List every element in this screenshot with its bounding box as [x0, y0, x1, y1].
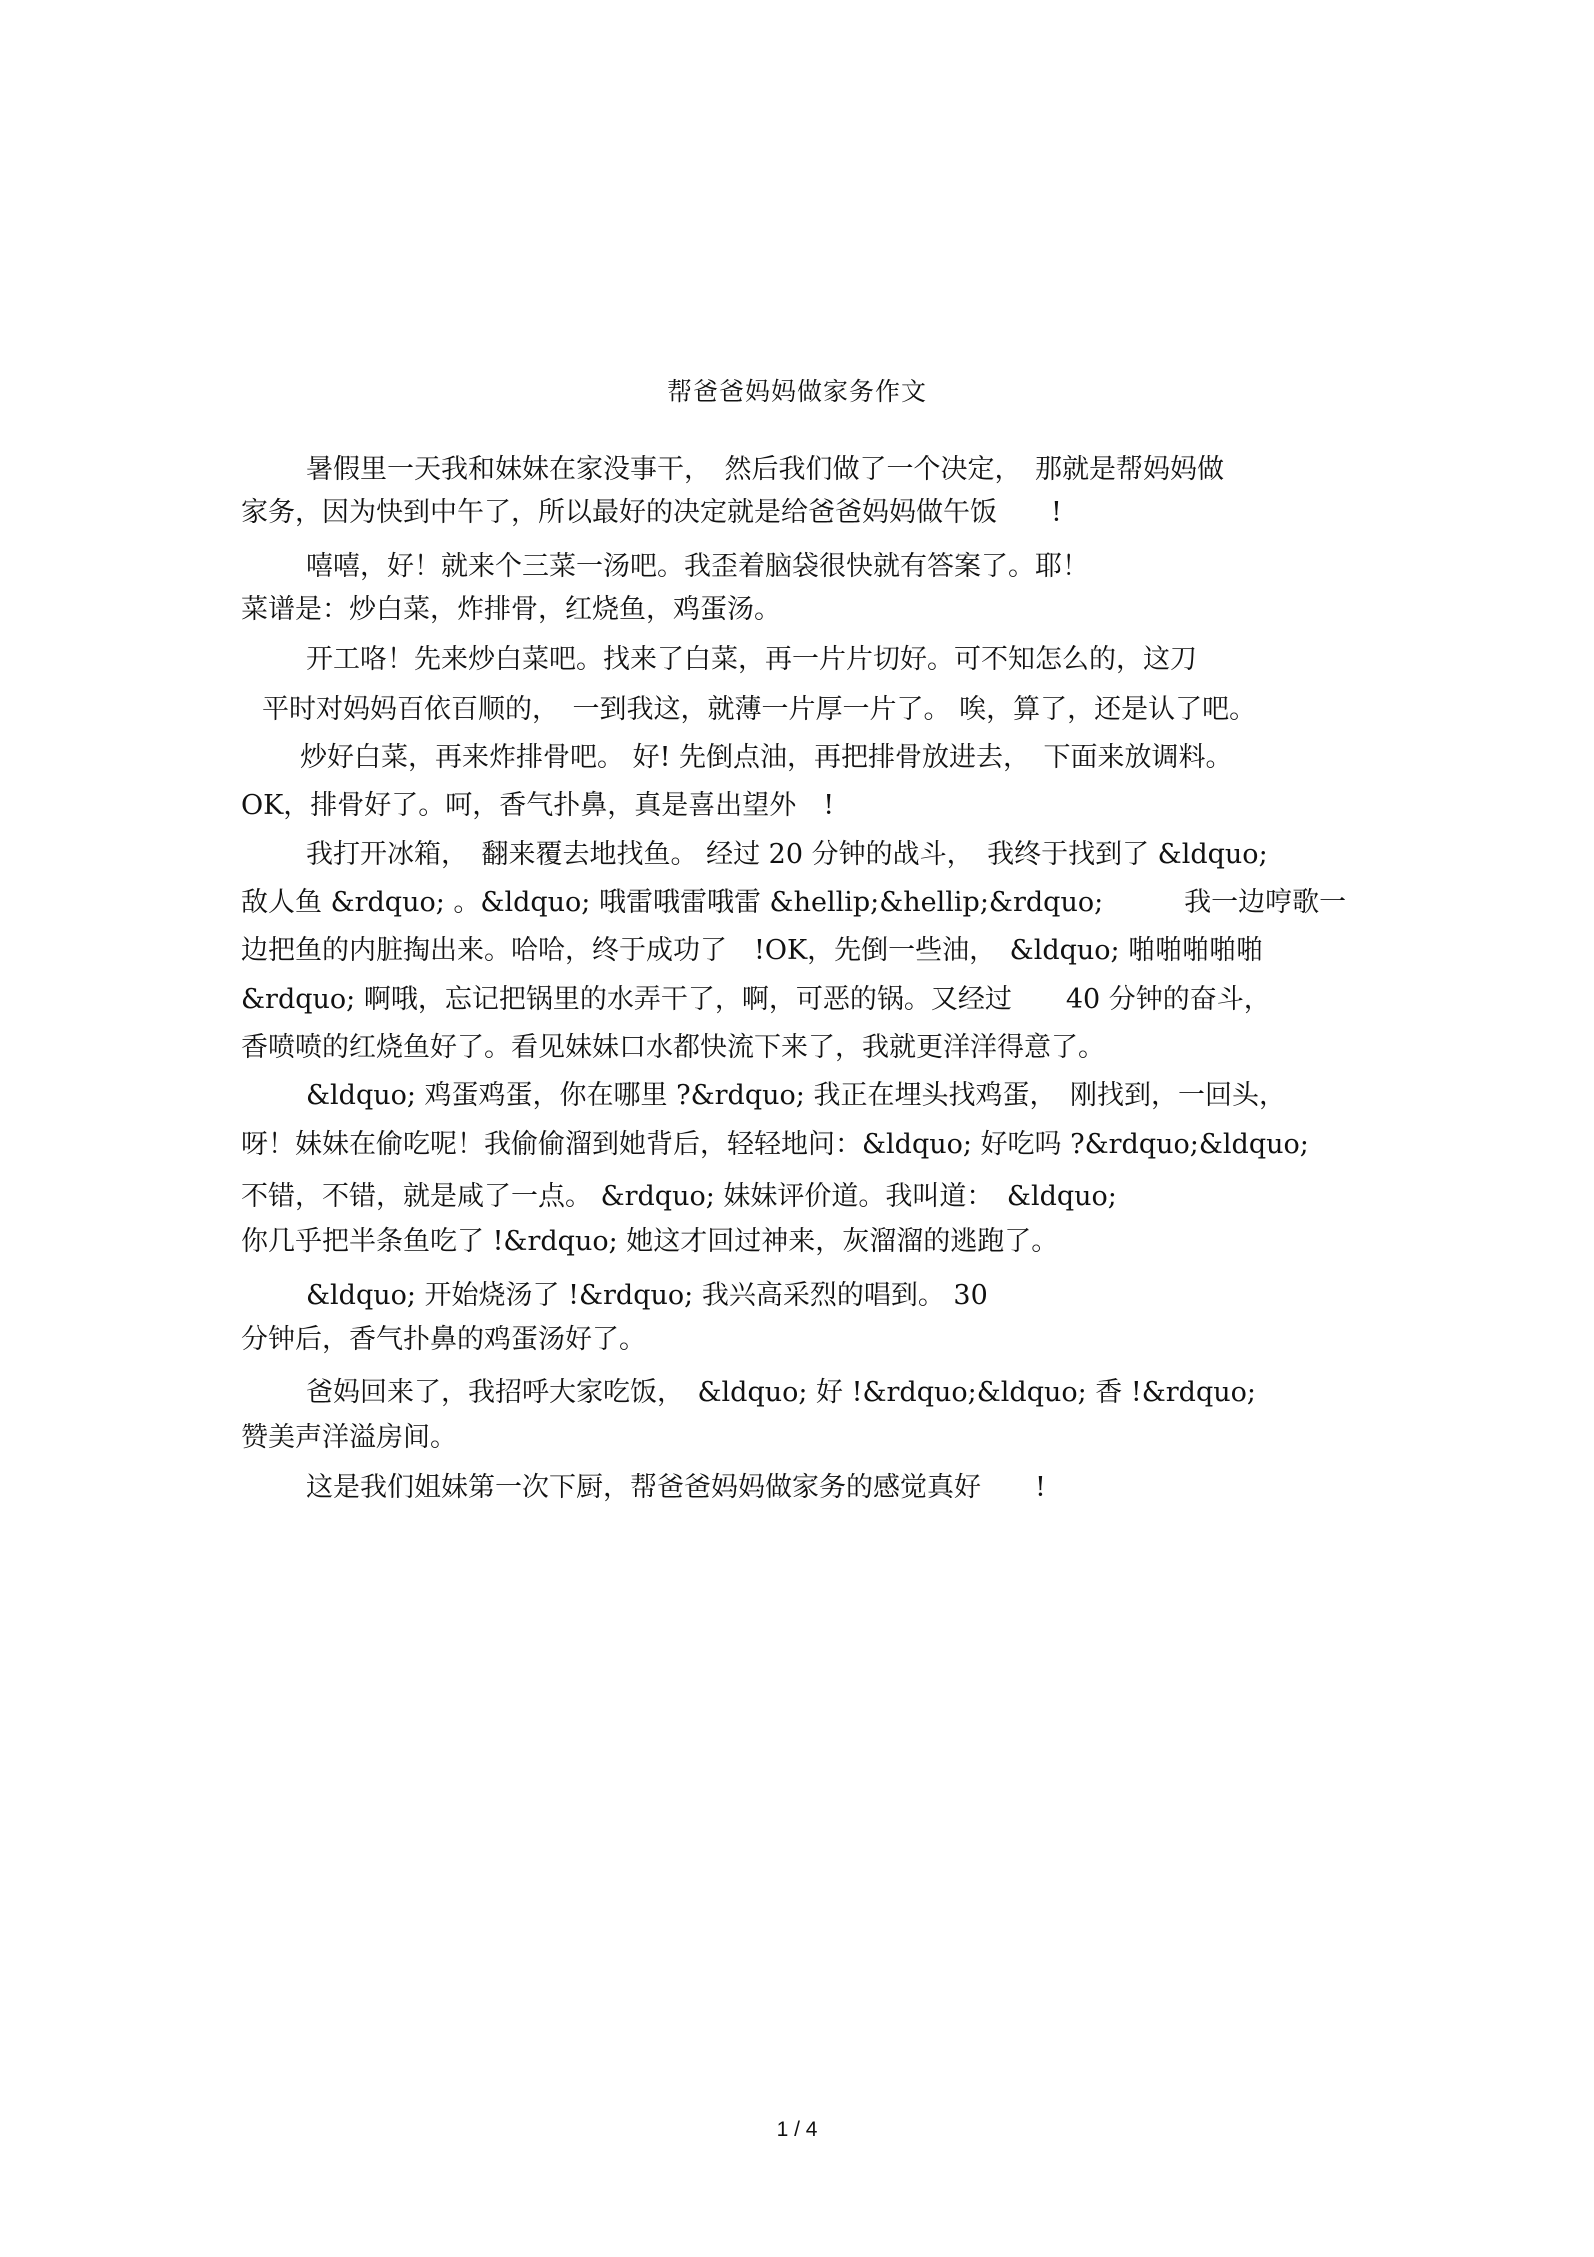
paragraph-line: 敌人鱼 &rdquo; 。&ldquo; 哦雷哦雷哦雷 &hellip;&hellip;&rdquo; 我一边哼歌一 [241, 887, 1347, 918]
paragraph-line: 暑假里一天我和妹妹在家没事干， 然后我们做了一个决定， 那就是帮妈妈做 [306, 454, 1224, 485]
paragraph-line: 炒好白菜，再来炸排骨吧。 好! 先倒点油，再把排骨放进去， 下面来放调料。 [300, 742, 1233, 773]
paragraph-line: 平时对妈妈百依百顺的， 一到我这，就薄一片厚一片了。 唉，算了，还是认了吧。 [262, 694, 1257, 725]
paragraph-line: 香喷喷的红烧鱼好了。看见妹妹口水都快流下来了，我就更洋洋得意了。 [241, 1032, 1105, 1063]
paragraph-line: 赞美声洋溢房间。 [241, 1422, 457, 1453]
paragraph-line: 嘻嘻，好！就来个三菜一汤吧。我歪着脑袋很快就有答案了。耶！ [306, 551, 1089, 582]
page-number: 1 / 4 [776, 2118, 818, 2141]
document-title: 帮爸爸妈妈做家务作文 [666, 377, 927, 406]
paragraph-line: 家务，因为快到中午了，所以最好的决定就是给爸爸妈妈做午饭 ! [241, 497, 1062, 528]
paragraph-line: 开工咯！先来炒白菜吧。找来了白菜，再一片片切好。可不知怎么的，这刀 [306, 644, 1197, 675]
paragraph-line: &ldquo; 鸡蛋鸡蛋，你在哪里 ?&rdquo; 我正在埋头找鸡蛋， 刚找到，一回头， [306, 1080, 1286, 1111]
paragraph-line: &rdquo; 啊哦，忘记把锅里的水弄干了，啊，可恶的锅。又经过 40 分钟的奋斗， [241, 984, 1271, 1015]
paragraph-line: 边把鱼的内脏掏出来。哈哈，终于成功了 !OK，先倒一些油， &ldquo; 啪啪啪啪啪 [241, 935, 1264, 966]
paragraph-line: 呀！妹妹在偷吃呢！我偷偷溜到她背后，轻轻地问：&ldquo; 好吃吗 ?&rdquo;&ldquo; [241, 1129, 1309, 1160]
paragraph-line: 分钟后，香气扑鼻的鸡蛋汤好了。 [241, 1324, 646, 1355]
paragraph-line: 爸妈回来了，我招呼大家吃饭， &ldquo; 好 !&rdquo;&ldquo; 香 !&rdquo; [306, 1377, 1256, 1408]
paragraph-line: OK，排骨好了。呵，香气扑鼻，真是喜出望外 ! [241, 790, 835, 821]
paragraph-line: 这是我们姐妹第一次下厨，帮爸爸妈妈做家务的感觉真好 ! [306, 1472, 1046, 1503]
paragraph-line: 你几乎把半条鱼吃了 !&rdquo; 她这才回过神来，灰溜溜的逃跑了。 [241, 1226, 1059, 1257]
paragraph-line: 菜谱是：炒白菜，炸排骨，红烧鱼，鸡蛋汤。 [241, 594, 781, 625]
paragraph-line: 我打开冰箱， 翻来覆去地找鱼。 经过 20 分钟的战斗， 我终于找到了 &ldquo; [306, 839, 1268, 870]
paragraph-line: &ldquo; 开始烧汤了 !&rdquo; 我兴高采烈的唱到。 30 [306, 1280, 988, 1311]
paragraph-line: 不错，不错，就是咸了一点。 &rdquo; 妹妹评价道。我叫道： &ldquo; [241, 1181, 1117, 1212]
